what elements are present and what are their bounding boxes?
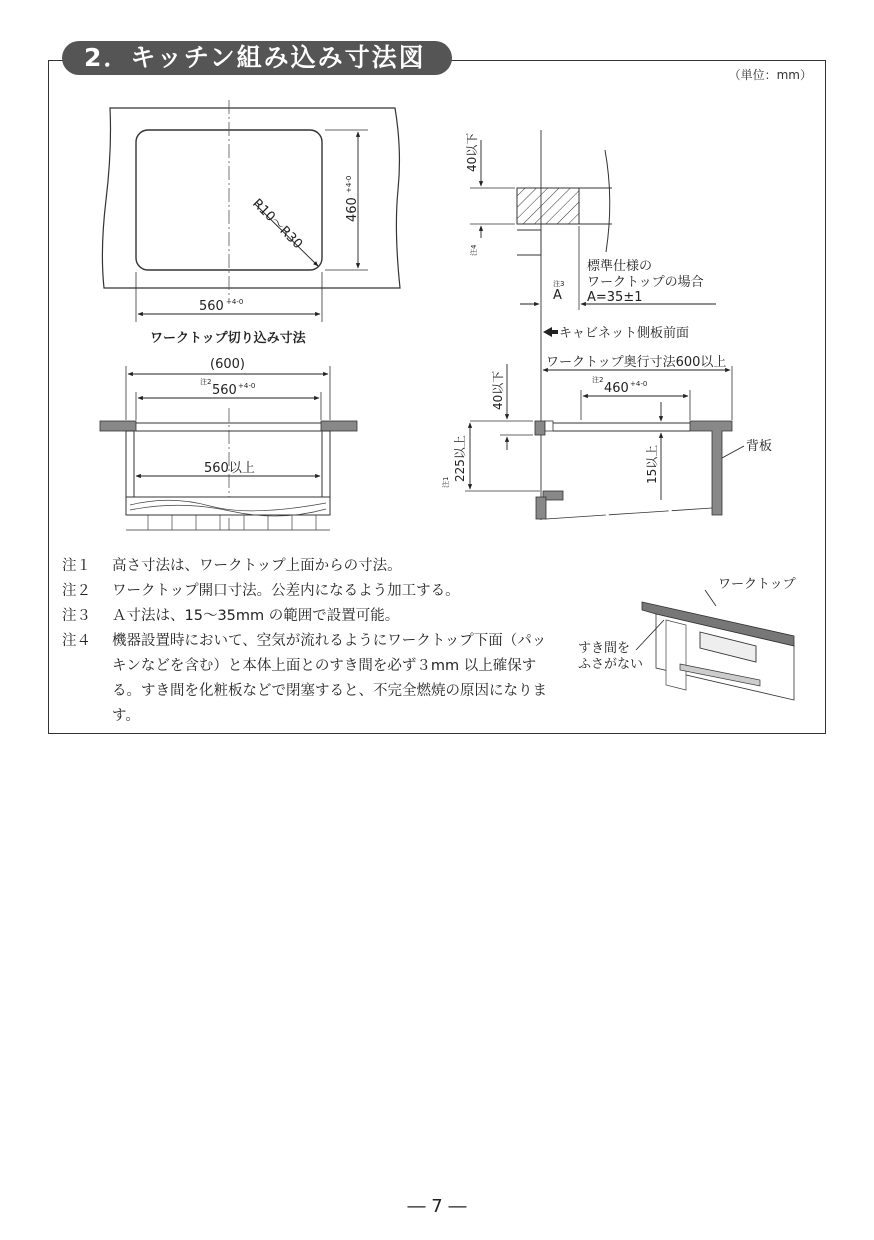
- side-depth-label: ワークトップ奥行寸法600以上: [546, 355, 727, 370]
- side-std-spec-1: 標準仕様の: [587, 259, 653, 274]
- front-opening-tol: +4-0: [238, 382, 256, 390]
- front-section-diagram: [100, 357, 357, 530]
- front-inner-label: 560以上: [204, 461, 255, 476]
- side-a-label: A: [553, 288, 562, 303]
- notes-list: [62, 554, 552, 729]
- side-section-diagram: [441, 130, 772, 520]
- side-gap-label: 注4: [470, 244, 478, 256]
- note-item: [62, 554, 552, 579]
- side-height-label: 225以上: [453, 435, 467, 482]
- note-number: 注１: [62, 558, 91, 574]
- note-text: 高さ寸法は、ワークトップ上面からの寸法。: [112, 558, 402, 574]
- unit-label: （単位：mm）: [728, 68, 812, 82]
- section-title: 2．キッチン組み込み寸法図: [62, 41, 452, 75]
- cutout-width-label: 560: [199, 299, 224, 314]
- side-std-spec-3: A=35±1: [587, 290, 643, 305]
- note-item: [62, 604, 552, 629]
- page-number: ― 7 ―: [407, 1196, 467, 1217]
- front-opening-note: 注2: [200, 378, 212, 386]
- side-std-spec-2: ワークトップの場合: [587, 275, 704, 290]
- cutout-plan-diagram: [102, 100, 400, 346]
- side-height-note: 注1: [442, 476, 450, 488]
- side-cabinet-label: キャビネット側板前面: [559, 326, 690, 341]
- side-lower-top-label: 40以下: [491, 370, 505, 410]
- inset-gap-label-1: すき間を: [578, 641, 631, 656]
- front-opening-label: 560: [212, 383, 237, 398]
- side-opening-label: 460: [604, 381, 629, 396]
- side-opening-tol: +4-0: [630, 380, 648, 388]
- cabinet-arrow-icon: [543, 327, 558, 337]
- side-opening-note: 注2: [592, 376, 604, 384]
- note-item: [62, 629, 552, 729]
- side-top-label: 40以下: [465, 132, 479, 172]
- note-number: 注３: [62, 608, 91, 624]
- note-text: ワークトップ開口寸法。公差内になるよう加工する。: [112, 583, 460, 599]
- cutout-height-tol: +4-0: [345, 175, 353, 193]
- gap-inset-illustration: [578, 577, 796, 700]
- note-number: 注２: [62, 583, 91, 599]
- note-item: [62, 579, 552, 604]
- cutout-height-label: 460: [345, 197, 360, 222]
- side-a-note: 注3: [553, 280, 565, 288]
- cutout-caption: ワークトップ切り込み寸法: [150, 331, 306, 346]
- note-text: 機器設置時において、空気が流れるようにワークトップ下面（パッキンなどを含む）と本体上面とのすき間を必ず３mm 以上確保する。すき間を化粧板などで閉塞すると、不完全燃焼の原因になります。: [112, 633, 547, 724]
- inset-worktop-label: ワークトップ: [718, 577, 796, 592]
- side-backboard-label: 背板: [746, 439, 773, 454]
- cutout-width-tol: +4-0: [226, 298, 244, 306]
- cutout-radius-label: R10～R30: [249, 196, 306, 253]
- front-overall-label: (600): [210, 357, 245, 372]
- side-back-gap-label: 15以上: [645, 444, 659, 484]
- note-text: Ａ寸法は、15～35mm の範囲で設置可能。: [112, 608, 400, 624]
- inset-gap-label-2: ふさがない: [578, 657, 644, 672]
- note-number: 注４: [62, 633, 91, 649]
